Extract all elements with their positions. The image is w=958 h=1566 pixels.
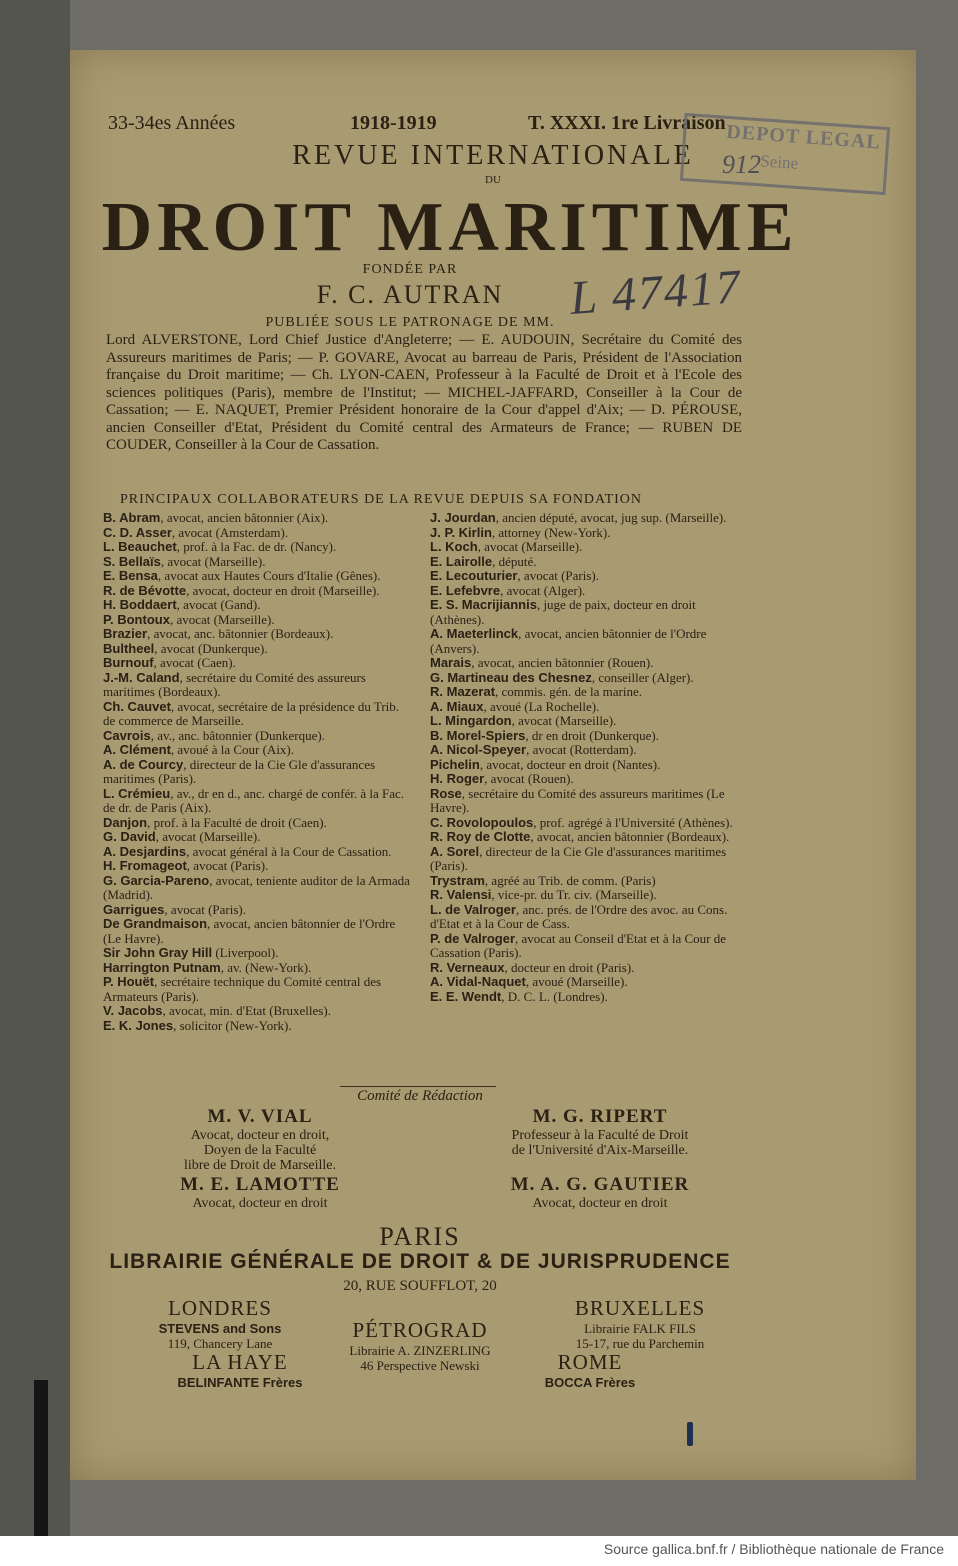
collaborator-desc: , avocat au Conseil d'Etat et à la Cour de Cassation (Paris). [430, 930, 727, 960]
collaborator-desc: , avocat (Alger). [500, 582, 586, 598]
committee-member [110, 1106, 410, 1173]
collaborator-entry [103, 598, 411, 613]
collaborator-desc: , avocat (Caen). [153, 655, 236, 670]
collaborator-desc: , prof. agrégé à l'Université (Athènes). [533, 814, 733, 830]
collaborator-entry [103, 874, 411, 903]
collaborator-entry [430, 540, 740, 555]
collaborator-name: Danjon [103, 814, 148, 830]
collaborator-desc: , secrétaire du Comité des assureurs maritimes (Le Havre). [430, 785, 725, 815]
collaborator-entry [103, 859, 411, 874]
collaborator-desc: , prof. à la Fac. de dr. (Nancy). [176, 539, 337, 554]
collaborator-entry [430, 743, 740, 758]
handwritten-call-number: L 47417 [568, 260, 744, 325]
collaborator-desc: , agréé au Trib. de comm. (Paris) [484, 872, 656, 888]
founder-name: F. C. AUTRAN [316, 280, 504, 309]
title-du: DU [485, 174, 501, 186]
branch-city: LONDRES [168, 1296, 272, 1320]
founded-label: FONDÉE PAR [362, 262, 458, 277]
collaborator-entry [103, 729, 411, 744]
collaborator-entry [430, 888, 740, 903]
branch-line: STEVENS and Sons [158, 1321, 282, 1336]
collaborator-name: G. David [103, 829, 156, 844]
collaborator-name: Sir John Gray Hill [103, 945, 213, 960]
collaborator-name: Ch. Cauvet [103, 698, 171, 714]
collaborator-desc: , solicitor (New-York). [173, 1017, 292, 1033]
collaborator-name: C. Rovolopoulos [430, 814, 534, 830]
collaborator-name: P. de Valroger [430, 930, 516, 946]
header-years: 33-34es Années [108, 112, 236, 134]
branch-line: 15-17, rue du Parchemin [575, 1336, 705, 1351]
collaborator-name: J.-M. Caland [103, 669, 180, 685]
collaborator-desc: , directeur de la Cie Gle d'assurances maritimes (Paris). [430, 843, 727, 873]
collaborator-desc: , docteur en droit (Paris). [504, 959, 635, 975]
collaborator-entry [430, 729, 740, 744]
collaborator-desc: , député. [492, 553, 537, 569]
collaborator-entry [430, 990, 740, 1005]
collaborator-name: A. Clément [103, 742, 171, 757]
branch-line: BOCCA Frères [544, 1375, 636, 1390]
collaborator-name: R. Roy de Clotte [430, 829, 531, 844]
branch-line: Librairie A. ZINZERLING [349, 1343, 491, 1358]
collaborator-desc: , avocat (Marseille). [511, 713, 617, 728]
collaborator-desc: , avocat, secrétaire de la présidence du Trib. de commerce de Marseille. [103, 698, 400, 728]
collaborator-entry [103, 656, 411, 671]
collaborator-desc: , vice-pr. du Tr. civ. (Marseille). [491, 887, 657, 902]
collaborator-entry [430, 903, 740, 932]
collaborator-name: Trystram [430, 872, 485, 888]
bookmark-ribbon [34, 1380, 48, 1536]
collaborator-name: E. Lefebvre [430, 582, 501, 598]
branch-london [130, 1296, 310, 1351]
collaborator-name: E. E. Wendt [430, 988, 502, 1004]
committee-rule [340, 1086, 496, 1087]
member-desc: de l'Université d'Aix-Marseille. [511, 1143, 689, 1158]
collaborator-entry [430, 584, 740, 599]
branch-line: Librairie FALK FILS [584, 1321, 696, 1336]
collaborator-desc: , avocat, min. d'Etat (Bruxelles). [162, 1003, 331, 1018]
stamp-sub: Seine [759, 151, 799, 173]
collaborator-desc: , avoué (La Rochelle). [483, 698, 600, 714]
collaborator-name: E. K. Jones [103, 1017, 174, 1033]
collaborator-name: A. Maeterlinck [430, 626, 519, 641]
collaborator-name: Burnouf [103, 655, 154, 670]
collaborator-entry [430, 975, 740, 990]
collaborator-entry [103, 1004, 411, 1019]
collaborator-name: E. Bensa [103, 568, 158, 583]
collaborator-name: V. Jacobs [103, 1003, 163, 1018]
collaborators-title: PRINCIPAUX COLLABORATEURS DE LA REVUE DEPUIS SA FONDATION [120, 492, 643, 507]
collaborator-name: H. Fromageot [103, 858, 187, 873]
collaborator-name: A. Vidal-Naquet [430, 974, 526, 989]
collaborator-entry [430, 526, 740, 541]
collaborator-desc: , avocat (Paris). [517, 568, 600, 583]
collaborator-name: A. Sorel [430, 843, 480, 859]
collaborator-entry [430, 569, 740, 584]
collaborator-desc: , avocat (Paris). [164, 901, 247, 917]
footer-bar [0, 1536, 958, 1566]
member-desc: Avocat, docteur en droit, [190, 1128, 330, 1143]
publisher-address: 20, RUE SOUFFLOT, 20 [343, 1278, 497, 1294]
collaborator-entry [103, 526, 411, 541]
collaborator-entry [103, 613, 411, 628]
collaborator-entry [430, 627, 740, 656]
collaborator-entry [430, 787, 740, 816]
collaborator-desc: , avocat (Dunkerque). [154, 640, 268, 656]
collaborator-desc: , avocat, ancien bâtonnier (Rouen). [471, 655, 654, 670]
collaborator-name: E. Lecouturier [430, 568, 518, 583]
collaborator-name: Bultheel [103, 640, 155, 656]
collaborator-entry [103, 743, 411, 758]
collaborator-desc: , attorney (New-York). [491, 524, 611, 540]
branch-bruxelles [540, 1296, 740, 1351]
collaborator-name: L. Mingardon [430, 713, 512, 728]
collaborator-desc: , commis. gén. de la marine. [495, 684, 642, 699]
collaborator-desc: (Liverpool). [212, 945, 279, 960]
collaborator-entry [430, 700, 740, 715]
collaborator-entry [430, 758, 740, 773]
collaborator-entry [430, 685, 740, 700]
collaborator-name: Cavrois [103, 727, 151, 743]
collaborator-name: R. Mazerat [430, 684, 496, 699]
collaborator-name: A. Miaux [430, 698, 484, 714]
collaborator-desc: , av., dr en d., anc. chargé de confér. à la Fac. de dr. de Paris (Aix). [103, 785, 405, 815]
collaborator-desc: , conseiller (Alger). [591, 669, 694, 685]
collaborator-desc: , avocat (Marseille). [169, 611, 275, 627]
title-main: DROIT MARITIME [101, 189, 799, 266]
collaborator-entry [103, 627, 411, 642]
collaborator-entry [430, 656, 740, 671]
patronage-label: PUBLIÉE SOUS LE PATRONAGE DE MM. [265, 315, 555, 330]
member-name: M. V. VIAL [207, 1106, 313, 1127]
collaborator-name: R. Verneaux [430, 959, 505, 975]
collaborator-name: G. Martineau des Chesnez [430, 669, 592, 685]
collaborator-name: L. Beauchet [103, 539, 177, 554]
branch-city: PÉTROGRAD [352, 1318, 488, 1342]
member-name: M. E. LAMOTTE [180, 1174, 340, 1195]
collaborator-entry [103, 787, 411, 816]
collaborator-name: E. S. Macrijiannis [430, 597, 537, 612]
collaborator-entry [430, 555, 740, 570]
collaborator-desc: , avocat aux Hautes Cours d'Italie (Gênes). [157, 568, 381, 583]
stamp-handwritten-number: 912 [722, 150, 761, 179]
collaborator-desc: , D. C. L. (Londres). [501, 988, 608, 1004]
collaborator-entry [103, 845, 411, 860]
collaborator-name: R. Valensi [430, 887, 492, 902]
header-tome: T. XXXI. 1re Livraison [528, 112, 726, 134]
collaborator-entry [103, 961, 411, 976]
collaborator-name: L. Crémieu [103, 785, 171, 801]
collaborator-name: P. Houët [103, 974, 155, 989]
collaborator-entry [103, 946, 411, 961]
branch-line: 119, Chancery Lane [167, 1336, 273, 1351]
collaborator-entry [103, 816, 411, 831]
branch-city: LA HAYE [192, 1350, 288, 1374]
branch-city: BRUXELLES [574, 1296, 706, 1320]
collaborator-name: Brazier [103, 626, 148, 641]
collaborator-desc: , prof. à la Faculté de droit (Caen). [147, 814, 327, 830]
collaborator-desc: , avocat, ancien bâtonnier de l'Ordre (Le Havre). [103, 916, 396, 946]
collaborators-right-column [430, 511, 740, 1004]
collaborator-desc: , avocat général à la Cour de Cassation. [186, 843, 392, 859]
collaborator-desc: , avocat (Gand). [176, 597, 261, 612]
collaborator-name: P. Bontoux [103, 611, 170, 627]
collaborator-desc: , avocat, docteur en droit (Nantes). [479, 756, 661, 772]
collaborator-desc: , directeur de la Cie Gle d'assurances maritimes (Paris). [103, 756, 376, 786]
collaborator-desc: , avoué à la Cour (Aix). [170, 742, 295, 757]
committee-member [450, 1174, 750, 1211]
collaborator-entry [430, 830, 740, 845]
collaborator-entry [103, 555, 411, 570]
collaborator-desc: , ancien député, avocat, jug sup. (Marseille). [495, 510, 727, 525]
book-spine [0, 0, 70, 1536]
collaborator-entry [103, 1019, 411, 1034]
collaborator-entry [103, 758, 411, 787]
stamp-text: DEPOT LEGAL [725, 120, 882, 154]
collaborator-name: B. Morel-Spiers [430, 727, 526, 743]
collaborator-entry [103, 830, 411, 845]
branch-line: BELINFANTE Frères [177, 1375, 303, 1390]
committee-label: Comité de Rédaction [357, 1088, 483, 1104]
collaborator-desc: , anc. prés. de l'Ordre des avoc. au Cons. d'Etat et à la Cour de Cass. [430, 901, 728, 931]
collaborator-desc: , avocat, ancien bâtonnier (Bordeaux). [530, 829, 730, 844]
collaborator-desc: , secrétaire du Comité des assureurs maritimes (Bordeaux). [103, 669, 366, 699]
collaborator-entry [103, 511, 411, 526]
member-desc: Avocat, docteur en droit [192, 1196, 328, 1211]
collaborator-name: J. P. Kirlin [430, 524, 492, 540]
collaborator-name: Garrigues [103, 901, 165, 917]
member-desc: libre de Droit de Marseille. [183, 1158, 336, 1173]
collaborator-name: Marais [430, 655, 472, 670]
source-credit: Source gallica.bnf.fr / Bibliothèque nationale de France [603, 1541, 944, 1557]
collaborator-desc: , avocat, docteur en droit (Marseille). [186, 582, 380, 598]
collaborator-desc: , avocat (Marseille). [155, 829, 261, 844]
collaborator-entry [430, 511, 740, 526]
collaborator-name: A. de Courcy [103, 756, 184, 772]
collaborator-entry [430, 671, 740, 686]
collaborator-entry [103, 642, 411, 657]
collaborator-entry [430, 772, 740, 787]
collaborator-entry [103, 917, 411, 946]
collaborator-entry [103, 671, 411, 700]
collaborator-name: J. Jourdan [430, 510, 496, 525]
collaborator-name: De Grandmaison [103, 916, 208, 931]
collaborator-name: L. Koch [430, 539, 478, 554]
collaborator-desc: , avocat (Marseille). [477, 539, 583, 554]
branch-la-haye [150, 1350, 330, 1390]
collaborator-entry [103, 569, 411, 584]
collaborator-name: G. Garcia-Pareno [103, 872, 210, 888]
patrons-text: Lord ALVERSTONE, Lord Chief Justice d'Angleterre; — E. AUDOUIN, Secrétaire du Comité des Assureurs maritimes de Paris; — P. GOVARE, Avocat au barreau de Paris, Président de l'Association française du Droit maritime; — Ch. LYON-CAEN, Professeur à la Faculté de Droit et à l'Ecole des sciences politiques (Paris), membre de l'Institut; — MICHEL-JAFFARD, Conseiller à la Cour de Cassation; — E. NAQUET, Premier Président honoraire de la Cour d'appel d'Aix; — D. PÉROUSE, ancien Conseiller d'Etat, Président du Comité central des Armateurs de France; — RUBEN DE COUDER, Conseiller à la Cour de Cassation. [106, 332, 742, 453]
collaborator-name: R. de Bévotte [103, 582, 187, 598]
collaborator-desc: , avocat (Marseille). [160, 553, 266, 569]
collaborator-entry [103, 700, 411, 729]
document-page [70, 50, 916, 1480]
collaborator-desc: , avocat, teniente auditor de la Armada (Madrid). [103, 872, 410, 902]
member-desc: Professeur à la Faculté de Droit [511, 1128, 689, 1143]
committee-member [450, 1106, 750, 1158]
collaborator-name: H. Roger [430, 771, 485, 786]
collaborator-entry [430, 816, 740, 831]
collaborator-entry [430, 961, 740, 976]
collaborator-name: C. D. Asser [103, 524, 172, 540]
collaborator-desc: , av., anc. bâtonnier (Dunkerque). [150, 727, 325, 743]
publisher-name: LIBRAIRIE GÉNÉRALE DE DROIT & DE JURISPRUDENCE [109, 1250, 731, 1273]
member-name: M. G. RIPERT [532, 1106, 668, 1127]
collaborator-name: Rose [430, 785, 462, 801]
branch-petrograd [330, 1318, 510, 1373]
collaborator-entry [430, 714, 740, 729]
collaborator-name: S. Bellaïs [103, 553, 161, 569]
collaborator-name: H. Boddaert [103, 597, 177, 612]
collaborator-name: E. Lairolle [430, 553, 493, 569]
collaborator-desc: , avocat (Paris). [186, 858, 269, 873]
collaborator-desc: , av. (New-York). [220, 959, 312, 975]
publisher-city: PARIS [379, 1222, 461, 1251]
branch-city: ROME [557, 1350, 623, 1374]
member-desc: Doyen de la Faculté [203, 1143, 317, 1158]
collaborator-name: Pichelin [430, 756, 480, 772]
collaborator-entry [103, 584, 411, 599]
collaborator-entry [430, 598, 740, 627]
collaborator-desc: , avocat, ancien bâtonnier de l'Ordre (Anvers). [430, 626, 707, 656]
legal-deposit-stamp [680, 113, 890, 195]
collaborator-desc: , avocat, ancien bâtonnier (Aix). [160, 510, 329, 525]
header-span: 1918-1919 [350, 112, 437, 134]
collaborator-desc: , avocat (Amsterdam). [171, 524, 289, 540]
branch-line: 46 Perspective Newski [360, 1358, 480, 1373]
collaborator-entry [103, 903, 411, 918]
collaborators-left-column [103, 511, 411, 1033]
collaborator-name: A. Nicol-Speyer [430, 742, 527, 757]
collaborator-desc: , avocat (Rouen). [484, 771, 574, 786]
collaborator-name: A. Desjardins [103, 843, 187, 859]
collaborator-desc: , dr en droit (Dunkerque). [525, 727, 659, 743]
collaborator-name: B. Abram [103, 510, 161, 525]
branch-rome [500, 1350, 680, 1390]
collaborator-name: L. de Valroger [430, 901, 516, 917]
committee-member [110, 1174, 410, 1211]
collaborator-entry [430, 932, 740, 961]
collaborator-entry [103, 540, 411, 555]
collaborator-entry [430, 874, 740, 889]
collaborator-entry [103, 975, 411, 1004]
collaborator-desc: , avocat (Rotterdam). [526, 742, 637, 757]
member-name: M. A. G. GAUTIER [510, 1174, 690, 1195]
collaborator-entry [430, 845, 740, 874]
collaborator-desc: , juge de paix, docteur en droit (Athènes). [430, 597, 696, 627]
title-revue: REVUE INTERNATIONALE [292, 140, 694, 171]
ink-mark [687, 1422, 693, 1446]
member-desc: Avocat, docteur en droit [532, 1196, 668, 1211]
collaborator-name: Harrington Putnam [103, 959, 221, 975]
collaborator-desc: , avoué (Marseille). [525, 974, 628, 989]
collaborator-desc: , secrétaire technique du Comité central des Armateurs (Paris). [103, 974, 382, 1004]
collaborator-desc: , avocat, anc. bâtonnier (Bordeaux). [147, 626, 334, 641]
